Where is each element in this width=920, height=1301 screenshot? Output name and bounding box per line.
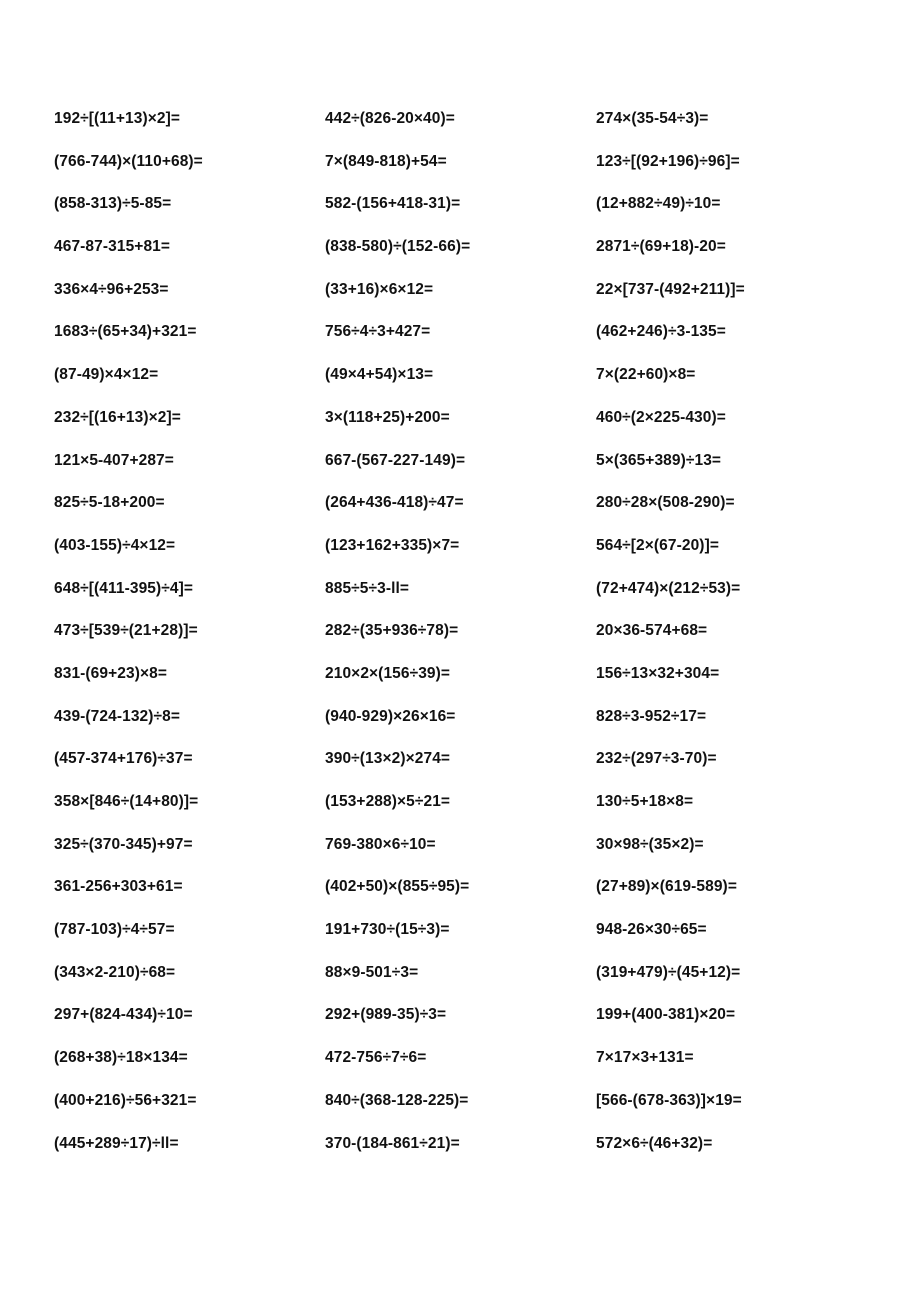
problem-item: 7×(22+60)×8= — [596, 366, 696, 384]
problem-item: 1683÷(65+34)+321= — [54, 323, 197, 341]
problem-item: 232÷(297÷3-70)= — [596, 750, 717, 768]
problem-item: 442÷(826-20×40)= — [325, 110, 455, 127]
problem-grid — [54, 106, 894, 1173]
problem-item: 840÷(368-128-225)= — [325, 1091, 469, 1109]
problem-item: 472-756÷7÷6= — [325, 1049, 427, 1067]
problem-item: 297+(824-434)÷10= — [54, 1006, 193, 1024]
problem-item: 22×[737-(492+211)]= — [596, 280, 745, 298]
problem-item: 473÷[539÷(21+28)]= — [54, 622, 198, 640]
problem-item: (319+479)÷(45+12)= — [596, 963, 741, 981]
problem-item: 582-(156+418-31)= — [325, 195, 461, 213]
problem-item: (787-103)÷4÷57= — [54, 921, 175, 939]
problem-item: 2871÷(69+18)-20= — [596, 238, 726, 256]
problem-item: 3×(118+25)+200= — [325, 408, 450, 426]
problem-item: 7×(849-818)+54= — [325, 152, 447, 170]
problem-item: 358×[846÷(14+80)]= — [54, 793, 199, 810]
problem-item: 130÷5+18×8= — [596, 793, 694, 810]
problem-item: 648÷[(411-395)÷4]= — [54, 579, 194, 597]
problem-item: 460÷(2×225-430)= — [596, 408, 726, 426]
problem-item: 439-(724-132)÷8= — [54, 707, 181, 725]
problem-item: (264+436-418)÷47= — [325, 494, 464, 512]
problem-item: 88×9-501÷3= — [325, 963, 419, 981]
problem-item: (33+16)×6×12= — [325, 280, 434, 298]
problem-item: 156÷13×32+304= — [596, 664, 720, 682]
problem-item: [566-(678-363)]×19= — [596, 1091, 742, 1109]
problem-item: 825÷5-18+200= — [54, 494, 165, 512]
problem-item: 274×(35-54÷3)= — [596, 110, 709, 127]
problem-item: 769-380×6÷10= — [325, 835, 436, 853]
problem-item: 885÷5÷3-ll= — [325, 579, 410, 597]
problem-item: 282÷(35+936÷78)= — [325, 622, 459, 640]
problem-item: 210×2×(156÷39)= — [325, 664, 451, 682]
problem-item: 280÷28×(508-290)= — [596, 494, 735, 512]
problem-item: (457-374+176)÷37= — [54, 750, 193, 768]
problem-item: (940-929)×26×16= — [325, 707, 456, 725]
problem-item: 121×5-407+287= — [54, 451, 174, 469]
problem-item: 564÷[2×(67-20)]= — [596, 536, 719, 554]
problem-item: (858-313)÷5-85= — [54, 195, 172, 213]
problem-item: 467-87-315+81= — [54, 238, 171, 256]
problem-item: (766-744)×(110+68)= — [54, 152, 203, 170]
problem-item: 232÷[(16+13)×2]= — [54, 408, 181, 426]
problem-item: (87-49)×4×12= — [54, 366, 159, 384]
problem-item: 5×(365+389)÷13= — [596, 451, 722, 469]
problem-item: (123+162+335)×7= — [325, 536, 460, 554]
problem-item: 7×17×3+131= — [596, 1049, 694, 1067]
problem-item: 390÷(13×2)×274= — [325, 750, 451, 768]
problem-item: (400+216)÷56+321= — [54, 1091, 197, 1109]
problem-item: (445+289÷17)÷ll= — [54, 1134, 179, 1152]
problem-item: (403-155)÷4×12= — [54, 536, 176, 554]
problem-item: 292+(989-35)÷3= — [325, 1006, 447, 1024]
problem-item: (72+474)×(212÷53)= — [596, 579, 741, 597]
problem-item: 948-26×30÷65= — [596, 921, 707, 939]
problem-item: (402+50)×(855÷95)= — [325, 878, 470, 896]
problem-item: 191+730÷(15÷3)= — [325, 921, 450, 939]
problem-item: 361-256+303+61= — [54, 878, 183, 896]
problem-item: 199+(400-381)×20= — [596, 1006, 736, 1024]
problem-item: 20×36-574+68= — [596, 622, 708, 640]
problem-item: 370-(184-861÷21)= — [325, 1134, 460, 1152]
problem-item: (153+288)×5÷21= — [325, 793, 451, 810]
problem-item: (27+89)×(619-589)= — [596, 878, 737, 896]
problem-item: 192÷[(11+13)×2]= — [54, 110, 181, 127]
problem-item: 756÷4÷3+427= — [325, 323, 431, 341]
problem-item: 30×98÷(35×2)= — [596, 835, 704, 853]
problem-item: 336×4÷96+253= — [54, 280, 169, 298]
problem-item: 831-(69+23)×8= — [54, 664, 168, 682]
problem-item: 572×6÷(46+32)= — [596, 1134, 713, 1152]
problem-item: 325÷(370-345)+97= — [54, 835, 193, 853]
problem-item: 828÷3-952÷17= — [596, 707, 707, 725]
problem-item: (49×4+54)×13= — [325, 366, 434, 384]
problem-item: (838-580)÷(152-66)= — [325, 238, 471, 256]
problem-item: 667-(567-227-149)= — [325, 451, 466, 469]
problem-item: (268+38)÷18×134= — [54, 1049, 188, 1067]
problem-item: (462+246)÷3-135= — [596, 323, 726, 341]
problem-item: (343×2-210)÷68= — [54, 963, 176, 981]
problem-item: 123÷[(92+196)÷96]= — [596, 152, 740, 170]
problem-item: (12+882÷49)÷10= — [596, 195, 721, 213]
